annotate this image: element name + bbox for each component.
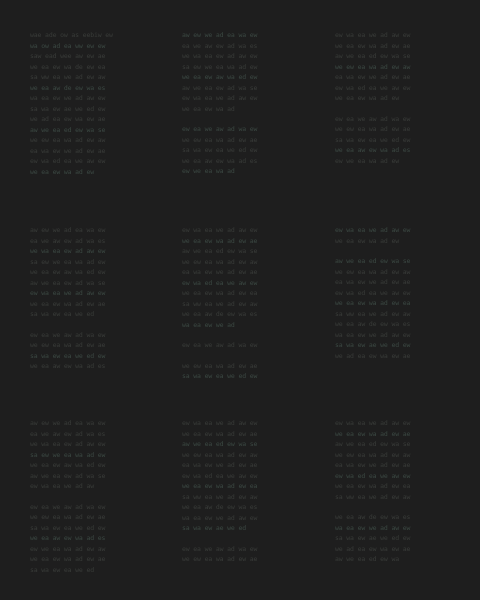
text-line: wae ade ow as eebiw ew	[30, 31, 113, 39]
text-block-7	[30, 418, 148, 575]
text-block-1	[30, 30, 148, 177]
text-line: ew ea we aw ad wa ew	[30, 502, 106, 511]
text-line: aw we ea ew ad wa se	[30, 278, 106, 287]
text-line: ew we ea wa ad	[182, 167, 235, 175]
text-line: sa ew we ea wa ad ew	[30, 257, 106, 266]
text-line: aw ew we ad ea wa ew	[30, 419, 106, 427]
paragraph	[182, 544, 300, 565]
text-line: we ea aw ew wa ad es	[30, 362, 106, 370]
text-line: we ea ew wa de ew ea	[30, 62, 106, 71]
text-line: ew wa ea we ad aw ew	[335, 31, 411, 39]
text-line: ew ea we aw ad wa ew	[182, 341, 258, 349]
paragraph	[182, 225, 300, 330]
text-line: we ew ea wa ad ew ae	[182, 135, 258, 144]
text-line: aw ew we ad ea wa ew	[182, 31, 258, 39]
text-line: ea wa ew we ad ew ae	[182, 461, 258, 469]
paragraph-gap	[30, 492, 148, 502]
text-line: we ea ew wa ad ew ae	[182, 236, 258, 245]
text-line: ew wa ed ea we aw ew	[30, 157, 106, 165]
text-line: ea wa ew we ad ew ae	[335, 461, 411, 469]
text-line: we ea ew wa ad ew ae	[335, 429, 411, 438]
text-line: ew we ea wa ad ew	[335, 156, 399, 165]
text-line: wa ea ew we ad aw ew	[30, 94, 106, 102]
text-line: ew wa ed ea we aw ew	[335, 83, 411, 92]
text-block-4	[30, 225, 148, 372]
paragraph-gap	[182, 330, 300, 340]
paragraph	[30, 330, 148, 372]
text-line: we ad ea ew wa ew ae	[335, 351, 411, 360]
paragraph	[182, 361, 300, 382]
paragraph-gap	[335, 104, 453, 114]
paragraph	[30, 502, 148, 576]
text-line: we ea ew wa ad ew ea	[335, 482, 411, 490]
text-line: we ea ew wa ad ew	[335, 94, 399, 102]
text-line: sa wa ew ae we ed ew	[335, 341, 411, 349]
text-line: we ea ew aw wa ed ew	[30, 461, 106, 469]
text-line: ew wa ed ea we aw ew	[335, 471, 411, 480]
text-line: sa wa ew ae we ed ew	[30, 104, 106, 113]
text-line: ew wa ed ea we aw ew	[335, 288, 411, 297]
paragraph	[335, 114, 453, 167]
text-line: wa ea ew we ad aw ew	[182, 513, 258, 522]
text-line: we ew ea wa ad ew aw	[182, 257, 258, 266]
text-line: we ew ea wa ad ew ae	[182, 361, 258, 370]
text-line: aw we ea ed ew wa se	[335, 257, 411, 265]
text-line: we ew ea wa ad ew aw	[335, 450, 411, 459]
text-line: we ea ew wa ad	[182, 104, 235, 113]
text-line: ea we aw ew ad wa es	[182, 41, 258, 50]
paragraph-gap	[335, 502, 453, 512]
paragraph	[335, 256, 453, 361]
paragraph-gap	[182, 114, 300, 124]
text-line: sa wa ew ea we ed ew	[335, 135, 411, 144]
text-block-2	[182, 30, 300, 177]
text-line: we ea ew aw wa ed ew	[30, 268, 106, 276]
paragraph	[30, 225, 148, 320]
text-line: we ew ea wa ad ew aw	[335, 62, 411, 71]
text-line: sa ew we ea wa ad ew	[30, 450, 106, 459]
paragraph	[182, 124, 300, 177]
text-line: sa wa ew ea we ed ew	[182, 146, 258, 154]
text-line: ea wa ew we ad ew ae	[335, 73, 411, 81]
text-block-6	[335, 225, 453, 361]
paragraph	[335, 512, 453, 565]
text-block-9	[335, 418, 453, 565]
text-line: ea wa ew we ad ew ae	[182, 268, 258, 276]
text-line: sa wa ew ea we ed ew	[30, 351, 106, 360]
text-line: ew ea we aw ad wa ew	[335, 114, 411, 123]
text-line: sa wa ew ea we ed	[30, 310, 94, 318]
paragraph-gap	[335, 246, 453, 256]
text-line: saw ead wee aw ew ae	[30, 52, 106, 60]
text-line: ew ea we aw ad wa ew	[182, 544, 258, 553]
text-line: sa wa ew ea we ed ew	[182, 372, 258, 380]
text-line: ew wa ea we ad aw ew	[30, 289, 106, 297]
text-line: we ew ea wa ad ew aw	[335, 267, 411, 276]
paragraph	[30, 30, 148, 177]
text-line: we ea ew wa ad ew ea	[335, 299, 411, 307]
text-line: we ad ea ew wa ew ae	[335, 544, 411, 553]
text-line: we ew ea wa ad ew ae	[335, 125, 411, 133]
text-line: sa ww ea we ad ew aw	[30, 73, 106, 81]
text-line: we ea aw de ew wa es	[30, 83, 106, 92]
text-line: sa wa ew ae we ed ew	[335, 534, 411, 542]
text-line: ew wa ea we ad aw ew	[335, 226, 411, 234]
text-block-8	[182, 418, 300, 565]
paragraph	[30, 418, 148, 492]
paragraph-gap	[30, 320, 148, 330]
text-line: we ew ea wa ad ew aw	[30, 136, 106, 144]
text-line: wa ea ew we ad aw ew	[335, 523, 411, 532]
text-block-5	[182, 225, 300, 382]
text-line: aw we ea ed ew wa	[335, 555, 399, 563]
text-line: sa wa ew ea we ed	[30, 565, 94, 574]
text-line: aw we ea ed ew wa se	[335, 440, 411, 448]
text-line: we ew ea wa ad ew ae	[30, 341, 106, 349]
paragraph	[335, 225, 453, 246]
text-line: wa ea ew we ad aw ew	[335, 330, 411, 339]
text-line: we ea aw de ew wa es	[335, 513, 411, 521]
paragraph-gap	[182, 534, 300, 544]
text-line: aw we ea ed ew wa se	[182, 440, 258, 448]
text-line: we ea ew wa ad ew ae	[182, 429, 258, 438]
text-line: ew wa ed ea we aw ew	[182, 278, 258, 287]
text-line: ea wa ew we ad ew ae	[30, 146, 106, 155]
text-block-3	[335, 30, 453, 166]
text-line: aw we ea ed ew wa se	[30, 125, 106, 134]
text-line: we ea ew wa ad ew ae	[335, 41, 411, 50]
text-line: sa wa ew ae we ed	[182, 524, 246, 532]
text-line: ew wa ea we ad aw ew	[335, 419, 411, 427]
text-line: we ea ew wa ad ew	[335, 236, 399, 245]
text-line: we ea aw de ew wa es	[182, 310, 258, 318]
text-line: we wa ea ew ad aw ew	[30, 247, 106, 255]
paragraph-gap	[182, 351, 300, 361]
text-line: sa ww ea we ad ew aw	[335, 309, 411, 318]
text-line: ea we aw ew ad wa es	[30, 236, 106, 245]
text-line: sa ww ea we ad ew aw	[182, 299, 258, 308]
text-line: we ea ew wa ad ew ea	[182, 482, 258, 490]
text-line: aw we ea ew ad wa se	[30, 471, 106, 480]
text-line: ew ea we aw ad wa ew	[182, 125, 258, 133]
text-line: aw we ea ew ad wa se	[182, 83, 258, 92]
text-line: wa ow ad ea ww ew ew	[30, 41, 106, 50]
text-line: we ea ew wa ad ew ae	[30, 299, 106, 308]
text-line: aw ew we ad ea wa ew	[30, 226, 106, 234]
text-line: we wa ea ew ad aw ew	[30, 440, 106, 448]
text-line: we ea ew wa ad ew ea	[182, 289, 258, 297]
paragraph	[182, 340, 300, 351]
text-line: ew wa ed ea we aw ew	[182, 471, 258, 480]
text-line: ew wa ea we ad aw ew	[182, 419, 258, 427]
text-line: sa wa ew ea we ed ew	[30, 523, 106, 532]
text-line: ew ea we aw ad wa ew	[30, 330, 106, 339]
text-line: aw we ea ed ew wa se	[335, 52, 411, 60]
text-line: ew wa ea we ad aw ew	[182, 94, 258, 102]
text-line: wa ea ew we ad	[182, 320, 235, 329]
text-line: sa ew we ea wa ad ew	[182, 62, 258, 71]
text-line: ew wa ea we ad aw	[30, 482, 94, 490]
text-line: ea we aw ew ad wa es	[30, 429, 106, 438]
text-line: we ea aw ew wa ad es	[182, 156, 258, 165]
text-line: we ea aw de ew wa es	[335, 320, 411, 328]
text-line: we ea aw de ew wa es	[182, 503, 258, 511]
text-line: we ea aw ew wa ad es	[30, 534, 106, 542]
paragraph	[335, 30, 453, 104]
text-line: sa ww ea we ad ew aw	[335, 492, 411, 501]
text-line: we ew ea wa ad ew aw	[182, 450, 258, 459]
text-line: we ea aw ew wa ad es	[335, 146, 411, 154]
text-line: we ew ea wa ad ew ae	[182, 555, 258, 563]
text-line: we ea ew wa ad ew	[30, 167, 94, 176]
text-line: we ea ew wa ad ew ae	[30, 555, 106, 563]
paragraph	[182, 30, 300, 114]
text-line: ew wa ea we ad aw ew	[182, 226, 258, 234]
text-line: aw we ea ed ew wa se	[182, 247, 258, 255]
text-line: we ew ea wa ad ew ae	[30, 513, 106, 521]
text-line: ea wa ew we ad ew ae	[335, 278, 411, 286]
text-line: sa ww ea we ad ew aw	[182, 492, 258, 501]
text-line: we wa ea ew ad aw ew	[182, 52, 258, 60]
paragraph	[335, 418, 453, 502]
text-line: ew we ea wa ad ew aw	[30, 544, 106, 553]
paragraph	[182, 418, 300, 534]
text-line: we ea ew aw wa ed ew	[182, 73, 258, 81]
text-line: we ad ea ew wa ew ae	[30, 115, 106, 123]
